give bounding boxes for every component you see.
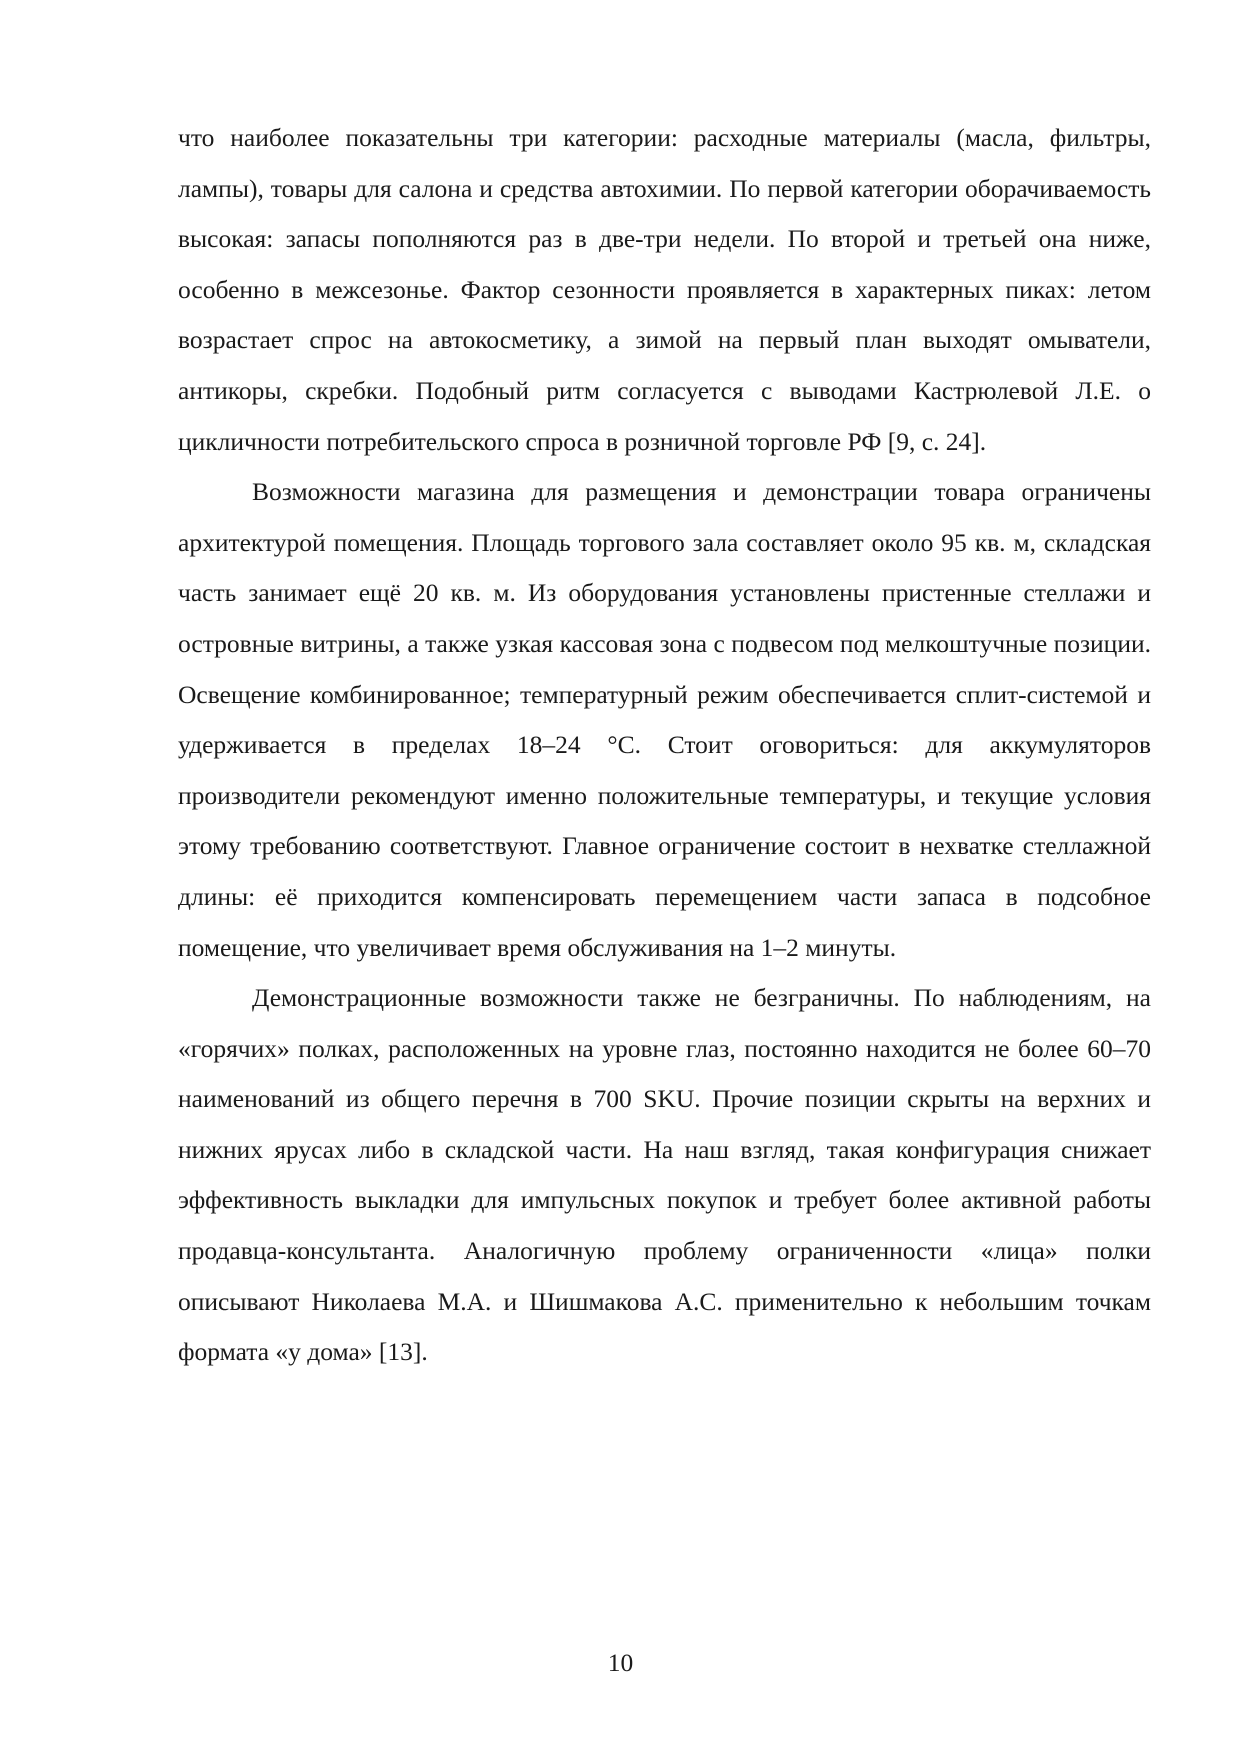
paragraph-2: Возможности магазина для размещения и демонстрации товара ограничены архитектурой помещения. Площадь торгового зала составляет около 95 кв. м, складская часть занимает ещё 20 кв. м. Из оборудования установлены пристенные стеллажи и островные витрины, а также узкая кассовая зона с подвесом под мелкоштучные позиции. Освещение комбинированное; температурный режим обеспечивается сплит-системой и удерживается в пределах 18–24 °С. Стоит оговориться: для аккумуляторов производители рекомендуют именно положительные температуры, и текущие условия этому требованию соответствуют. Главное ограничение состоит в нехватке стеллажной длины: её приходится компенсировать перемещением части запаса в подсобное помещение, что увеличивает время обслуживания на 1–2 минуты. xyxy=(178,477,1151,962)
paragraph-3: Демонстрационные возможности также не безграничны. По наблюдениям, на «горячих» полках, расположенных на уровне глаз, постоянно находится не более 60–70 наименований из общего перечня в 700 SKU. Прочие позиции скрыты на верхних и нижних ярусах либо в складской части. На наш взгляд, такая конфигурация снижает эффективность выкладки для импульсных покупок и требует более активной работы продавца-консультанта. Аналогичную проблему ограниченности «лица» полки описывают Николаева М.А. и Шишмакова А.С. применительно к небольшим точкам формата «у дома» [13]. xyxy=(178,983,1151,1367)
paragraph-1: что наиболее показательны три категории: расходные материалы (масла, фильтры, лампы), товары для салона и средства автохимии. По первой категории оборачиваемость высокая: запасы пополняются раз в две-три недели. По второй и третьей она ниже, особенно в межсезонье. Фактор сезонности проявляется в характерных пиках: летом возрастает спрос на автокосметику, а зимой на первый план выходят омыватели, антикоры, скребки. Подобный ритм согласуется с выводами Кастрюлевой Л.Е. о цикличности потребительского спроса в розничной торговле РФ [9, с. 24]. xyxy=(178,123,1151,456)
page-number: 10 xyxy=(607,1648,634,1677)
body-text xyxy=(178,113,1151,1378)
